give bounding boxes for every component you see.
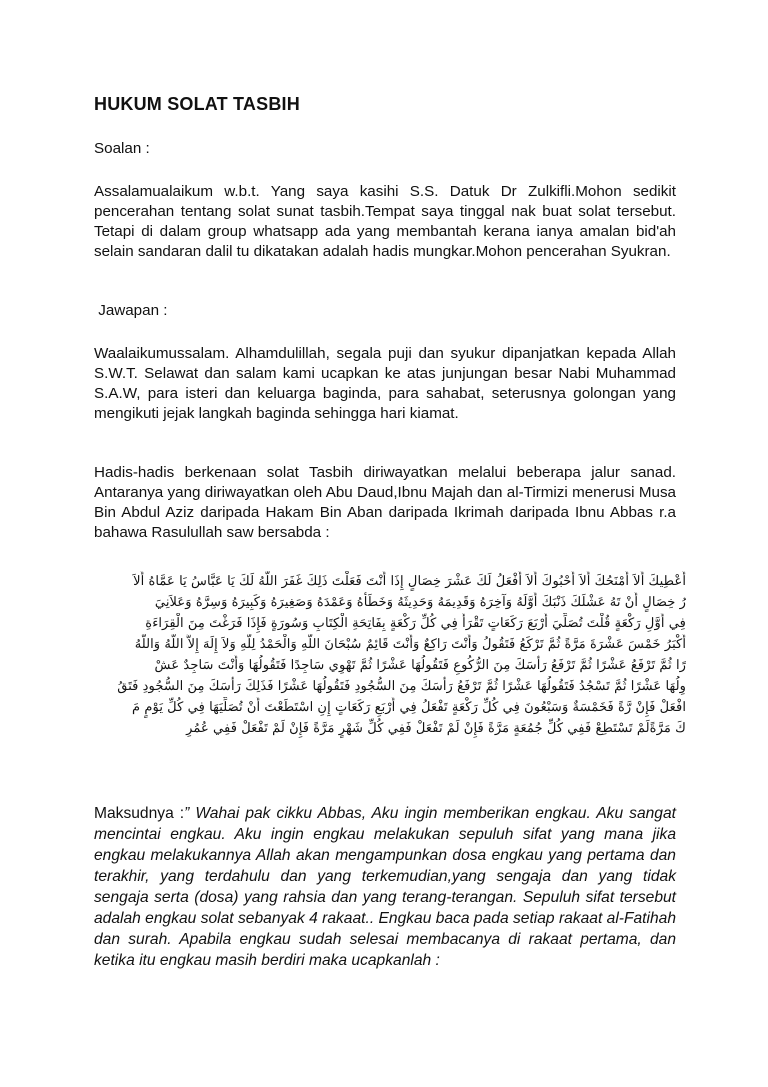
question-text: Assalamualaikum w.b.t. Yang saya kasihi S.S. Datuk Dr Zulkifli.Mohon sedikit pencerahan tentang solat sunat tasbih.Tempat saya tinggal nak buat solat tersebut. Tetapi di dalam group whatsapp ada yang membantah kerana ianya amalan bid'ah selain sandaran dalil tu dikatakan adalah hadis mungkar.Mohon pencerahan Syukran. xyxy=(94,183,676,260)
arabic-line: أَكْبَرُ خَمْسَ عَشْرَةَ مَرَّةً ثُمَّ تَرْكَعُ فَتَقُولُ وَأَنْتَ رَاكِعٌ وَأَنْتَ قَائِمٌ سُبْحَانَ اللَّهِ وَالْحَمْدُ لِلَّهِ وَلاَ إِلَهَ إِلاَّ اللَّهُ وَاللَّهُ xyxy=(134,637,686,652)
arabic-line: رًا ثُمَّ تَرْفَعُ عَشْرًا ثُمَّ تَرْفَعُ رَأْسَكَ مِنَ الرُّكُوعِ فَتَقُولُهَا عَشْرًا ثُمَّ تَهْوِي سَاجِدًا فَتَقُولُهَا وَأَنْتَ سَاجِدٌ عَشْ xyxy=(154,658,686,673)
page-title: HUKUM SOLAT TASBIH xyxy=(94,94,300,114)
translation-label: Maksudnya : xyxy=(94,805,185,822)
arabic-line: كَ مَرَّةًلَمْ تَسْتَطِعْ فَفِي كُلِّ جُمُعَةٍ مَرَّةً فَإِنْ لَمْ تَفْعَلْ فَفِي كُلِّ شَهْرٍ مَرَّةً فَإِنْ لَمْ تَفْعَلْ فَفِي عُمُرِ xyxy=(186,721,686,736)
arabic-line: فِي أَوَّلِ رَكْعَةٍ قُلْتَ تُصَلِّيَ أَرْبَعَ رَكَعَاتٍ تَقْرَأُ فِي كُلِّ رَكْعَةٍ بِفَاتِحَةِ الْكِتَابِ وَسُورَةٍ فَإِذَا فَرَغْتَ مِنَ الْقِرَاءَةِ xyxy=(145,616,686,631)
translation-block xyxy=(94,803,676,971)
arabic-line: أُعْطِيكَ أَلاَ أَمْنَحُكَ أَلاَ أَحْبُوكَ أَلاَ أَفْعَلُ لَكَ عَشْرَ خِصَالٍ إِذَا أَنْتَ فَعَلْتَ ذَلِكَ غَفَرَ اللَّهُ لَكَ يَا عَبَّاسُ يَا عَمَّاهُ أَلاَ xyxy=(133,574,686,589)
arabic-line: افْعَلْ فَإِنْ رَّةً فَخَمْسَةٌ وَسَبْعُونَ فِي كُلِّ رَكْعَةٍ تَفْعَلُ فِي أَرْبَعِ رَكَعَاتٍ إِنِ اسْتَطَعْتَ أَنْ تُصَلِّيَهَا فِي كُلِّ يَوْمٍ مَ xyxy=(131,700,686,715)
hadith-intro: Hadis-hadis berkenaan solat Tasbih diriwayatkan melalui beberapa jalur sanad. Antaranya yang diriwayatkan oleh Abu Daud,Ibnu Majah dan al-Tirmizi menerusi Musa Bin Abdul Aziz daripada Hakam Bin Aban daripada Ikrimah daripada Ibnu Abbas r.a bahawa Rasulullah saw bersabda : xyxy=(94,464,676,541)
arabic-hadith-text xyxy=(84,571,686,739)
translation-text: ” Wahai pak cikku Abbas, Aku ingin memberikan engkau. Aku sangat mencintai engkau. Aku ingin engkau melakukan sepuluh sifat yang mana jika engkau melakukannya Allah akan mengampunkan dosa engkau yang pertama dan terakhir, yang terdahulu dan yang terkemudian,yang sengaja dan yang tidak sengaja serta (dosa) yang rahsia dan yang terang-terangan. Sepuluh sifat tersebut adalah engkau solat sebanyak 4 rakaat.. Engkau baca pada setiap rakaat al-Fatihah dan surah. Apabila engkau sudah selesai membacanya di rakaat pertama, dan ketika itu engkau masih berdiri maka ucapkanlah : xyxy=(94,805,676,969)
arabic-line: رُ خِصَالٍ أَنْ تَهُ عَشْلَكَ ذَنْبَكَ أَوَّلَهُ وَآخِرَهُ وَقَدِيمَهُ وَحَدِيثَهُ وَخَطَأَهُ وَعَمْدَهُ وَصَغِيرَهُ وَكَبِيرَهُ وَسِرَّهُ وَعَلاَنِيَ xyxy=(154,595,686,610)
answer-text: Waalaikumussalam. Alhamdulillah, segala puji dan syukur dipanjatkan kepada Allah S.W.T. Selawat dan salam kami ucapkan ke atas junjungan besar Nabi Muhammad S.A.W, para isteri dan keluarga baginda, para sahabat, seterusnya golongan yang mengikuti jejak langkah baginda sehingga hari kiamat. xyxy=(94,345,676,422)
arabic-line: وِلُهَا عَشْرًا ثُمَّ تَسْجُدُ فَتَقُولُهَا عَشْرًا ثُمَّ تَرْفَعُ رَأْسَكَ مِنَ السُّجُودِ فَتَقُولُهَا عَشْرًا فَذَلِكَ رَأْسَكَ مِنَ السُّجُودِ فَتَقُ xyxy=(117,679,686,694)
answer-label: Jawapan : xyxy=(94,302,168,319)
question-label: Soalan : xyxy=(94,140,150,157)
